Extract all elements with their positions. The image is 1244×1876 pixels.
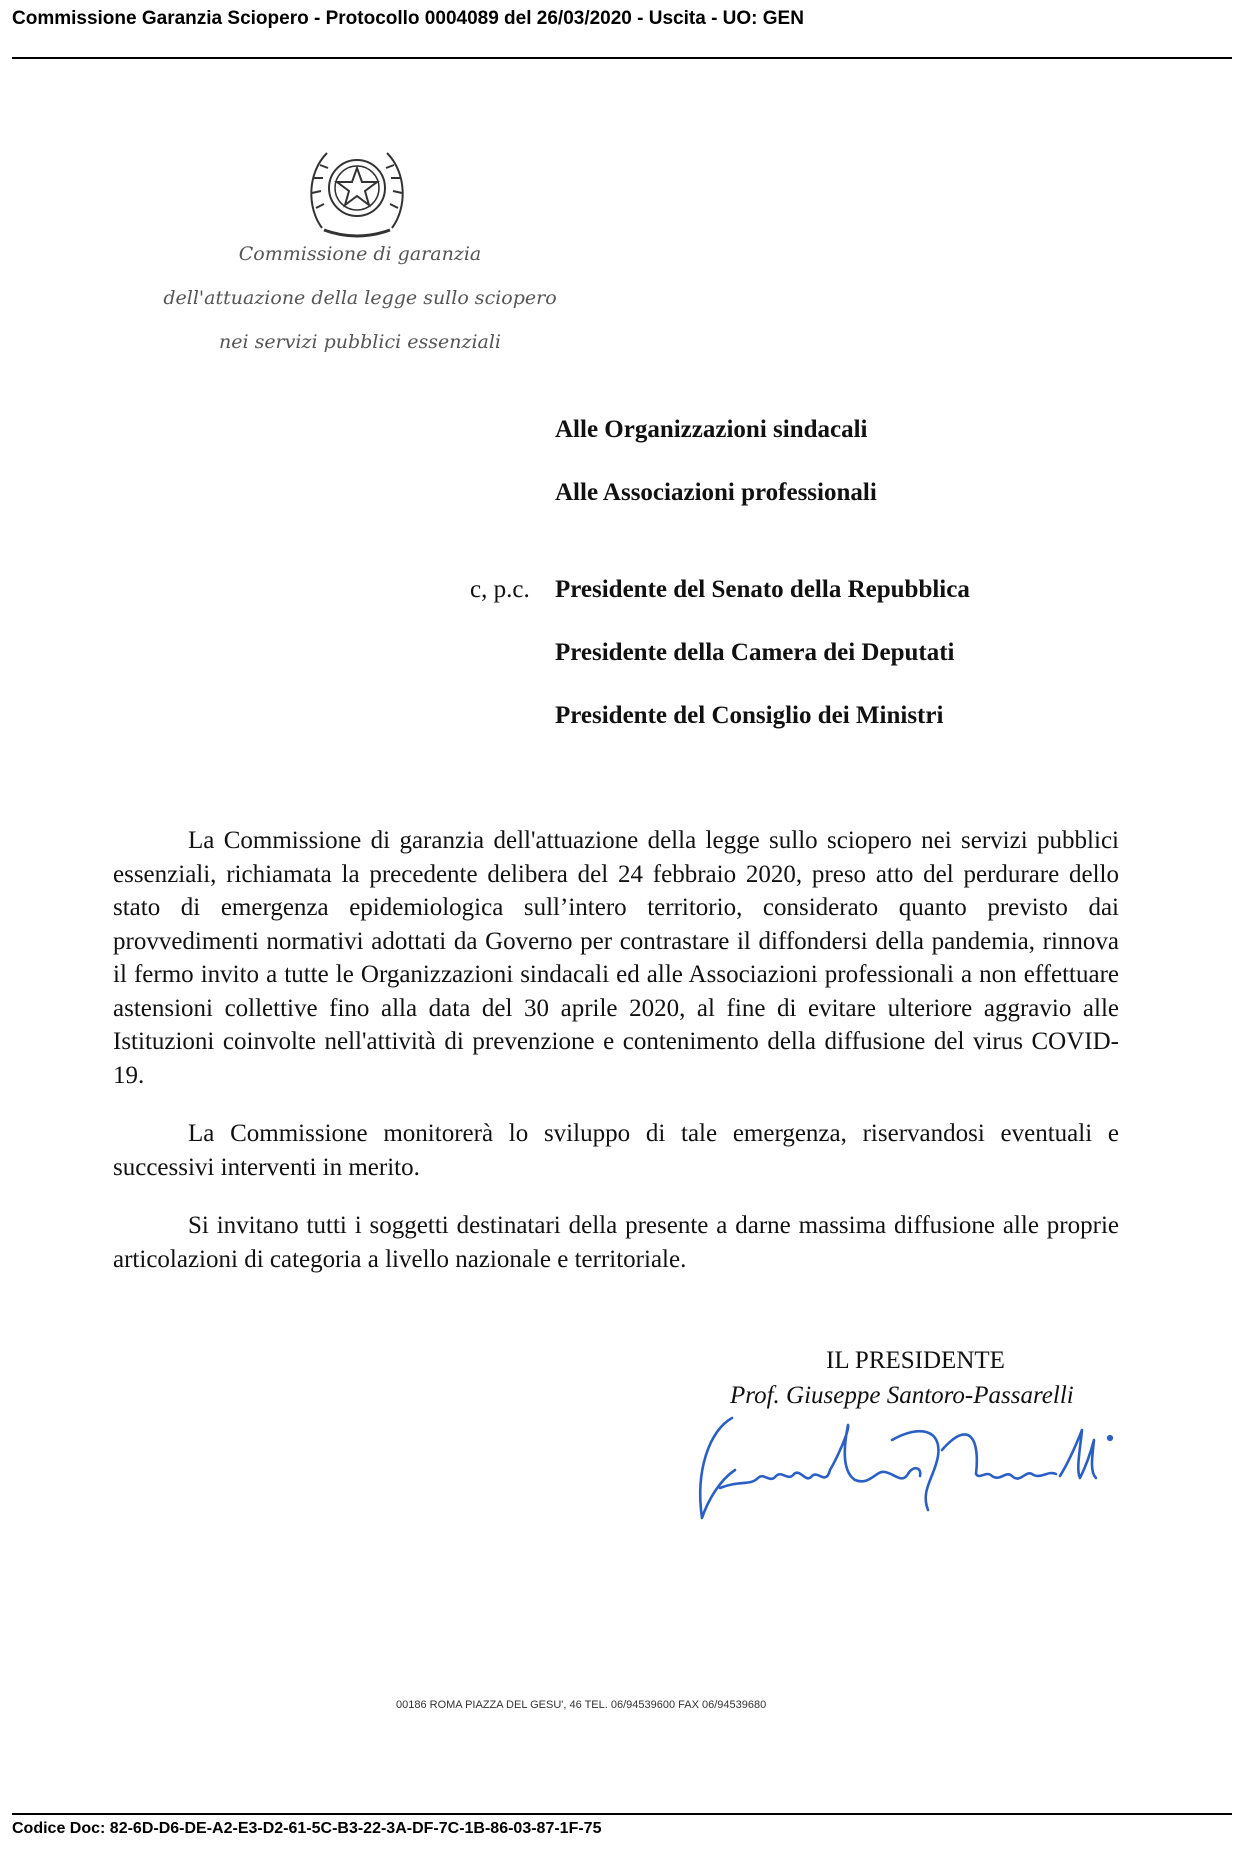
cc-label: c, p.c. <box>470 576 530 603</box>
body-paragraph-3: Si invitano tutti i soggetti destinatari della presente a darne massima diffusione alle proprie articolazioni di categoria a livello nazionale e territoriale. <box>113 1212 1119 1273</box>
body-paragraph-2: La Commissione monitorerà lo sviluppo di tale emergenza, riservandosi eventuali e successivi interventi in merito. <box>113 1120 1119 1181</box>
cc-council-president: Presidente del Consiglio dei Ministri <box>555 702 944 729</box>
letterhead-line-2: dell'attuazione della legge sullo sciopero <box>163 287 557 309</box>
letter-body <box>113 824 1119 1301</box>
body-paragraph-1: La Commissione di garanzia dell'attuazione della legge sullo sciopero nei servizi pubblici essenziali, richiamata la precedente delibera del 24 febbraio 2020, preso atto del perdurare dello stato di emergenza epidemiologica sull’intero territorio, considerato quanto previsto dai provvedimenti normativi adottati da Governo per contrastare il diffondersi della pandemia, rinnova il fermo invito a tutte le Organizzazioni sindacali ed alle Associazioni professionali a non effettuare astensioni collettive fino alla data del 30 aprile 2020, al fine di evitare ulteriore aggravio alle Istituzioni coinvolte nell'attività di prevenzione e contenimento della diffusione del virus COVID-19. <box>113 827 1119 1089</box>
italian-republic-emblem-icon <box>302 138 412 244</box>
signatory-name: Prof. Giuseppe Santoro-Passarelli <box>730 1382 1074 1409</box>
addressee-trade-unions: Alle Organizzazioni sindacali <box>555 416 868 443</box>
header-rule <box>12 57 1232 59</box>
letterhead-line-1: Commissione di garanzia <box>238 243 482 265</box>
signatory-title: IL PRESIDENTE <box>826 1347 1005 1374</box>
addressee-professional-associations: Alle Associazioni professionali <box>555 479 877 506</box>
cc-senate-president: Presidente del Senato della Repubblica <box>555 576 970 603</box>
cc-chamber-president: Presidente della Camera dei Deputati <box>555 639 955 666</box>
protocol-header: Commissione Garanzia Sciopero - Protocollo 0004089 del 26/03/2020 - Uscita - UO: GEN <box>12 8 804 29</box>
document-code: Codice Doc: 82-6D-D6-DE-A2-E3-D2-61-5C-B3-22-3A-DF-7C-1B-86-03-87-1F-75 <box>12 1820 602 1837</box>
letterhead-line-3: nei servizi pubblici essenziali <box>218 331 502 353</box>
letterhead-institution <box>130 232 590 364</box>
footer-address: 00186 ROMA PIAZZA DEL GESU', 46 TEL. 06/94539600 FAX 06/94539680 <box>396 1699 767 1711</box>
handwritten-signature <box>680 1400 1120 1530</box>
footer-rule <box>12 1813 1232 1815</box>
